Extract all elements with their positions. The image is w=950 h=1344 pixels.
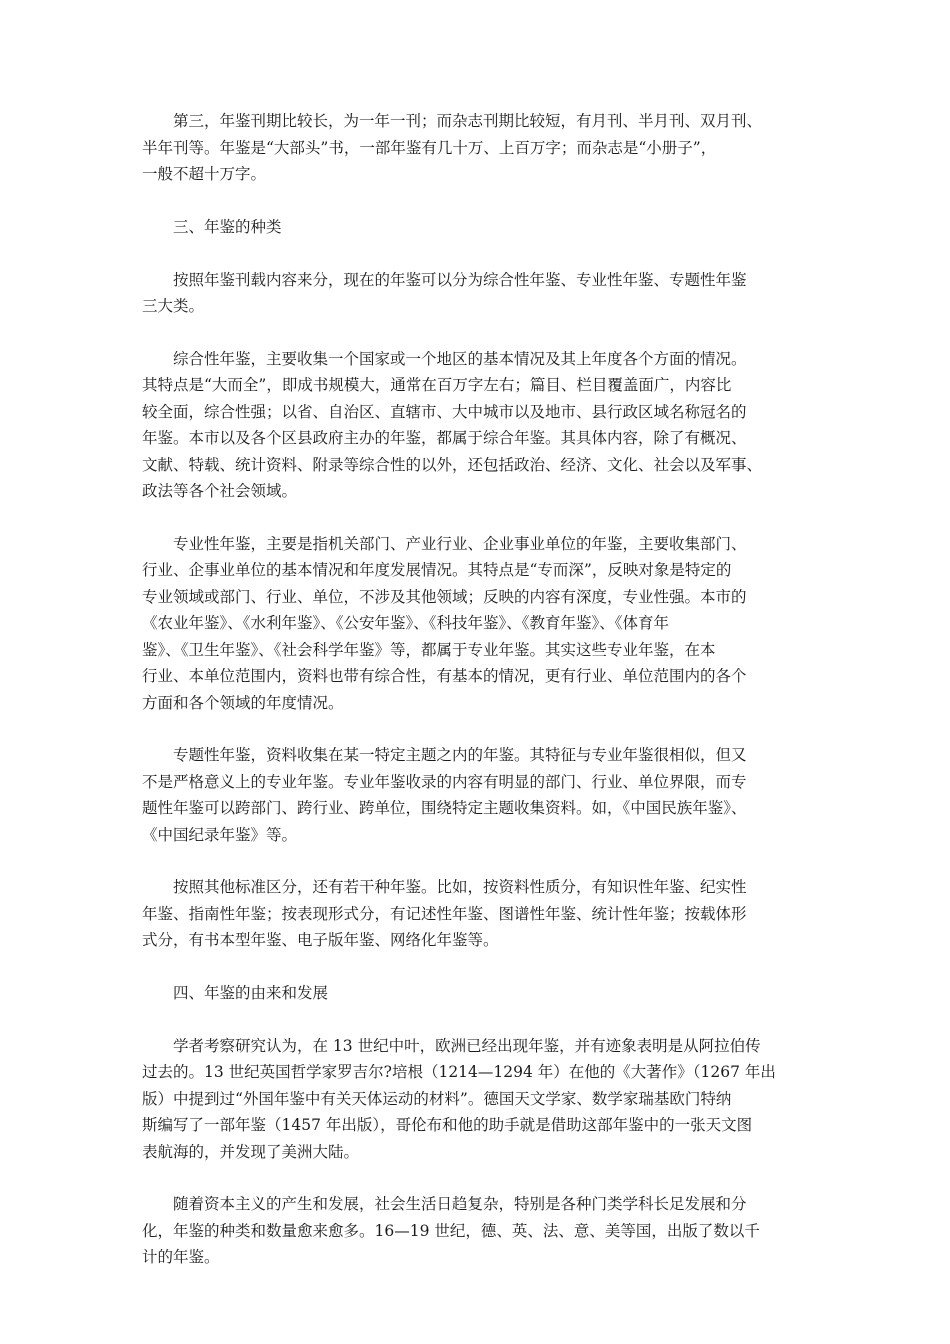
text-line: 年鉴。本市以及各个区县政府主办的年鉴，都属于综合年鉴。其具体内容，除了有概况、 — [142, 429, 747, 447]
text-line: 半年刊等。年鉴是“大部头”书，一部年鉴有几十万、上百万字；而杂志是“小册子”， — [142, 138, 717, 157]
text-line: 方面和各个领域的年度情况。 — [142, 693, 344, 712]
text-line: 按照其他标准区分，还有若干种年鉴。比如，按资料性质分，有知识性年鉴、纪实性 — [173, 878, 747, 896]
text-line: 计的年鉴。 — [142, 1248, 220, 1266]
text-line: 学者考察研究认为，在 13 世纪中叶，欧洲已经出现年鉴，并有迹象表明是从阿拉伯传 — [173, 1036, 761, 1055]
text-line: 过去的。13 世纪英国哲学家罗吉尔?培根（1214—1294 年）在他的《大著作》（1267 年出 — [142, 1063, 776, 1081]
document-page — [142, 108, 830, 1297]
text-line: 一般不超十万字。 — [142, 165, 267, 183]
text-line: 四、年鉴的由来和发展 — [173, 983, 329, 1002]
text-line: 版）中提到过“外国年鉴中有关天体运动的材料”。德国天文学家、数学家瑞基欧门特纳 — [142, 1089, 732, 1108]
text-line: 化，年鉴的种类和数量愈来愈多。16—19 世纪，德、英、法、意、美等国，出版了数以千 — [142, 1221, 760, 1240]
text-line: 鉴》、《卫生年鉴》、《社会科学年鉴》等，都属于专业年鉴。其实这些专业年鉴，在本 — [142, 640, 716, 659]
text-line: 综合性年鉴，主要收集一个国家或一个地区的基本情况及其上年度各个方面的情况。 — [173, 349, 747, 368]
text-line: 《农业年鉴》、《水利年鉴》、《公安年鉴》、《科技年鉴》、《教育年鉴》、《体育年 — [142, 614, 670, 632]
text-line: 第三，年鉴刊期比较长，为一年一刊；而杂志刊期比较短，有月刊、半月刊、双月刊、 — [173, 112, 763, 130]
body-paragraph — [142, 346, 830, 505]
text-line: 表航海的，并发现了美洲大陆。 — [142, 1142, 360, 1161]
text-line: 专业性年鉴，主要是指机关部门、产业行业、企业事业单位的年鉴，主要收集部门、 — [173, 534, 747, 553]
text-line: 其特点是“大而全”，即成书规模大，通常在百万字左右；篇目、栏目覆盖面广，内容比 — [142, 376, 732, 394]
text-line: 不是严格意义上的专业年鉴。专业年鉴收录的内容有明显的部门、行业、单位界限，而专 — [142, 772, 747, 791]
section-heading — [142, 980, 830, 1006]
text-line: 式分，有书本型年鉴、电子版年鉴、网络化年鉴等。 — [142, 931, 499, 949]
body-paragraph — [142, 267, 830, 320]
body-paragraph — [142, 531, 830, 717]
text-line: 行业、本单位范围内，资料也带有综合性，有基本的情况，更有行业、单位范围内的各个 — [142, 667, 747, 685]
text-line: 按照年鉴刊载内容来分，现在的年鉴可以分为综合性年鉴、专业性年鉴、专题性年鉴 — [173, 270, 747, 289]
text-line: 年鉴、指南性年鉴；按表现形式分，有记述性年鉴、图谱性年鉴、统计性年鉴；按载体形 — [142, 904, 747, 923]
text-line: 较全面，综合性强；以省、自治区、直辖市、大中城市以及地市、县行政区域名称冠名的 — [142, 402, 747, 421]
text-line: 文献、特载、统计资料、附录等综合性的以外，还包括政治、经济、文化、社会以及军事、 — [142, 455, 763, 474]
text-line: 行业、企事业单位的基本情况和年度发展情况。其特点是“专而深”，反映对象是特定的 — [142, 561, 732, 579]
text-line: 专业领域或部门、行业、单位，不涉及其他领域；反映的内容有深度，专业性强。本市的 — [142, 587, 747, 606]
text-line: 题性年鉴可以跨部门、跨行业、跨单位，围绕特定主题收集资料。如，《中国民族年鉴》、 — [142, 799, 747, 817]
text-line: 三大类。 — [142, 297, 205, 315]
body-paragraph — [142, 742, 830, 848]
text-line: 三、年鉴的种类 — [173, 217, 282, 236]
text-line: 政法等各个社会领域。 — [142, 482, 298, 500]
text-line: 随着资本主义的产生和发展，社会生活日趋复杂，特别是各种门类学科长足发展和分 — [173, 1195, 747, 1213]
section-heading — [142, 214, 830, 240]
text-line: 斯编写了一部年鉴（1457 年出版），哥伦布和他的助手就是借助这部年鉴中的一张天文图 — [142, 1116, 753, 1134]
text-line: 《中国纪录年鉴》等。 — [142, 825, 298, 844]
body-paragraph — [142, 1033, 830, 1166]
body-paragraph — [142, 108, 830, 188]
body-paragraph — [142, 874, 830, 954]
body-paragraph — [142, 1191, 830, 1271]
text-line: 专题性年鉴，资料收集在某一特定主题之内的年鉴。其特征与专业年鉴很相似，但又 — [173, 746, 747, 764]
